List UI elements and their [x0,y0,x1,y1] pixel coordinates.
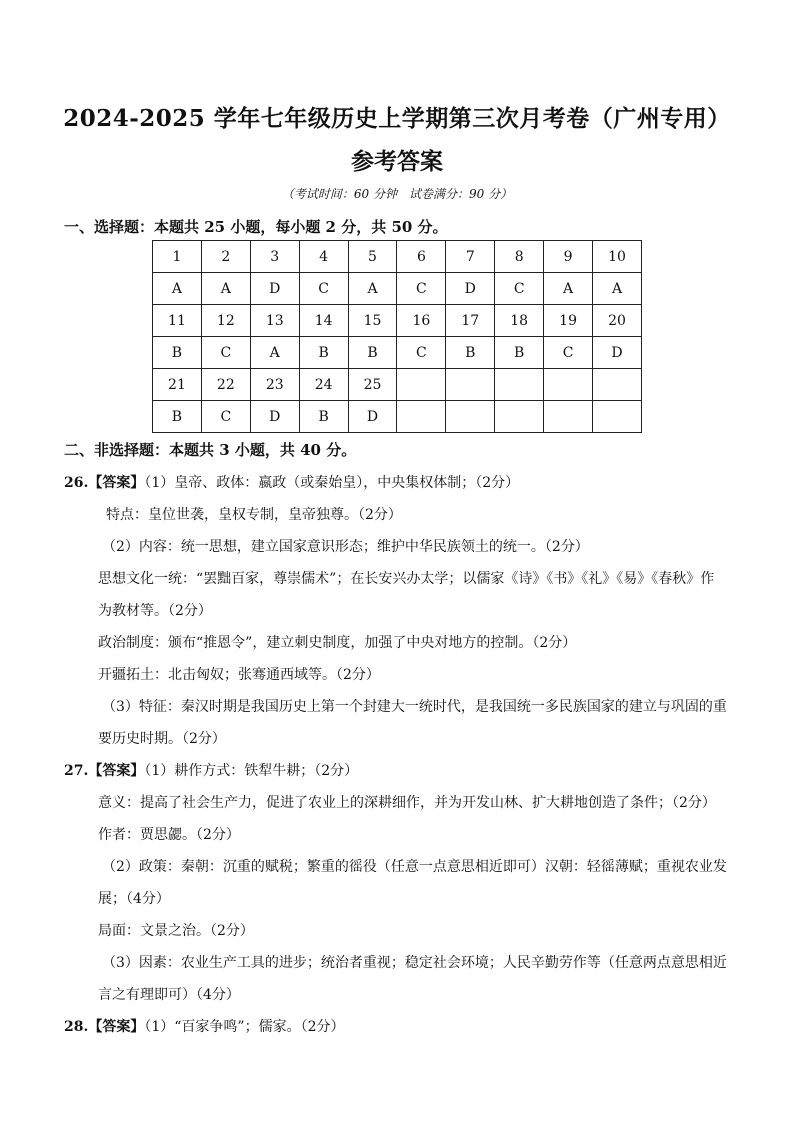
answer-cell: C [201,401,250,433]
answer-text: 展；（4分） [98,891,170,907]
answer-table [152,240,642,433]
answer-text: （3）因素：农业生产工具的进步；统治者重视；稳定社会环境；人民辛勤劳作等（任意两点意思相近 [102,955,727,971]
answer-line [98,728,226,748]
question-number-cell: 11 [153,305,202,337]
answer-line [98,792,716,812]
answer-cell [495,401,544,433]
question-number-cell: 15 [348,305,397,337]
question-number: 28.【答案】 [64,1019,145,1035]
section-1-text: 本题共 25 小题，每小题 2 分，共 50 分。 [154,218,448,236]
answer-cell: B [299,337,348,369]
answer-cell: B [153,401,202,433]
answer-line [98,568,714,588]
answer-cell: A [593,273,642,305]
question-number-cell [397,369,446,401]
question-answer-line [64,1016,345,1036]
answer-table-row [153,401,642,433]
answer-text: （3）特征：秦汉时期是我国历史上第一个封建大一统时代，是我国统一多民族国家的建立与巩固的重 [102,699,727,715]
answer-text: （1）“百家争鸣”；儒家。（2分） [144,1019,345,1035]
answer-text: 特点：皇位世袭，皇权专制，皇帝独尊。（2分） [106,507,402,523]
answer-cell: A [201,273,250,305]
question-number-cell: 17 [446,305,495,337]
question-number-cell: 19 [544,305,593,337]
answer-cell: A [544,273,593,305]
question-number-cell: 18 [495,305,544,337]
answer-line [102,856,727,876]
question-number-cell [593,369,642,401]
answer-table-row [153,369,642,401]
question-number-cell: 8 [495,241,544,273]
answer-cell: B [495,337,544,369]
question-answer-line [64,472,519,492]
question-number-cell: 24 [299,369,348,401]
question-number: 26.【答案】 [64,475,145,491]
answer-line [98,600,212,620]
answer-cell: C [201,337,250,369]
question-number-cell: 2 [201,241,250,273]
question-number: 27.【答案】 [64,763,145,779]
answer-cell: D [593,337,642,369]
question-number-cell: 22 [201,369,250,401]
question-number-cell [495,369,544,401]
question-number-cell: 3 [250,241,299,273]
exam-info: （考试时间：60 分钟 试卷满分：90 分） [281,187,513,201]
document-title: 2024-2025 学年七年级历史上学期第三次月考卷（广州专用） [63,105,731,132]
answer-cell: B [348,337,397,369]
question-number-cell: 16 [397,305,446,337]
answer-cell: C [299,273,348,305]
answer-text: （2）政策：秦朝：沉重的赋税；繁重的徭役（任意一点意思相近即可）汉朝：轻徭薄赋；重视农业发 [102,859,727,875]
answer-text: 局面：文景之治。（2分） [98,923,254,939]
answer-cell: C [495,273,544,305]
answer-cell: D [250,273,299,305]
answer-cell: B [446,337,495,369]
answer-table-row [153,273,642,305]
question-answer-line [64,760,358,780]
question-number-cell: 7 [446,241,495,273]
section-2-heading [64,439,356,460]
question-number-cell: 20 [593,305,642,337]
question-number-cell: 6 [397,241,446,273]
question-number-cell: 4 [299,241,348,273]
answer-line [98,920,254,940]
document-subtitle: 参考答案 [351,148,443,175]
answer-line [106,504,402,524]
answer-cell [593,401,642,433]
answer-line [98,664,380,684]
answer-cell: B [153,337,202,369]
section-1-heading [64,216,448,237]
question-number-cell [544,369,593,401]
answer-cell: D [348,401,397,433]
question-number-cell: 23 [250,369,299,401]
question-number-cell: 9 [544,241,593,273]
answer-text: （1）皇帝、政体：嬴政（或秦始皇），中央集权体制；（2分） [144,475,520,491]
question-number-cell: 12 [201,305,250,337]
answer-text: 政治制度：颁布“推恩令”，建立刺史制度，加强了中央对地方的控制。（2分） [98,635,577,651]
answer-text: 思想文化一统：“罢黜百家，尊崇儒术”；在长安兴办太学；以儒家《诗》《书》《礼》《易》《春秋》作 [98,571,715,587]
answer-table-row [153,305,642,337]
question-number-cell: 1 [153,241,202,273]
section-2-label: 二、非选择题： [64,441,170,459]
answer-cell: C [397,273,446,305]
answer-line [102,952,727,972]
question-number-cell: 5 [348,241,397,273]
question-number-cell: 10 [593,241,642,273]
answer-cell: C [544,337,593,369]
question-number-cell: 21 [153,369,202,401]
answer-text: （1）耕作方式：铁犁牛耕；（2分） [144,763,359,779]
answer-line [102,696,727,716]
section-2-text: 本题共 3 小题，共 40 分。 [169,441,357,459]
answer-text: 要历史时期。（2分） [98,731,226,747]
question-number-cell [446,369,495,401]
answer-line [98,632,576,652]
answer-table-row [153,241,642,273]
section-1-label: 一、选择题： [64,218,155,236]
answer-table-row [153,337,642,369]
question-number-cell: 14 [299,305,348,337]
answer-cell: A [153,273,202,305]
answer-text: 开疆拓土：北击匈奴；张骞通西域等。（2分） [98,667,380,683]
answer-cell: A [348,273,397,305]
answer-cell: C [397,337,446,369]
answer-cell [397,401,446,433]
answer-text: （2）内容：统一思想，建立国家意识形态；维护中华民族领土的统一。（2分） [102,539,589,555]
question-number-cell: 25 [348,369,397,401]
answer-cell [446,401,495,433]
answer-cell [544,401,593,433]
answer-line [98,824,240,844]
answer-cell: D [250,401,299,433]
answer-text: 意义：提高了社会生产力，促进了农业上的深耕细作，并为开发山林、扩大耕地创造了条件；（2分） [98,795,716,811]
answer-line [102,536,589,556]
answer-cell: D [446,273,495,305]
answer-cell: B [299,401,348,433]
answer-line [98,984,240,1004]
answer-text: 为教材等。（2分） [98,603,212,619]
answer-text: 作者：贾思勰。（2分） [98,827,240,843]
answer-line [98,888,170,908]
answer-cell: A [250,337,299,369]
answer-text: 言之有理即可）（4分） [98,987,240,1003]
question-number-cell: 13 [250,305,299,337]
